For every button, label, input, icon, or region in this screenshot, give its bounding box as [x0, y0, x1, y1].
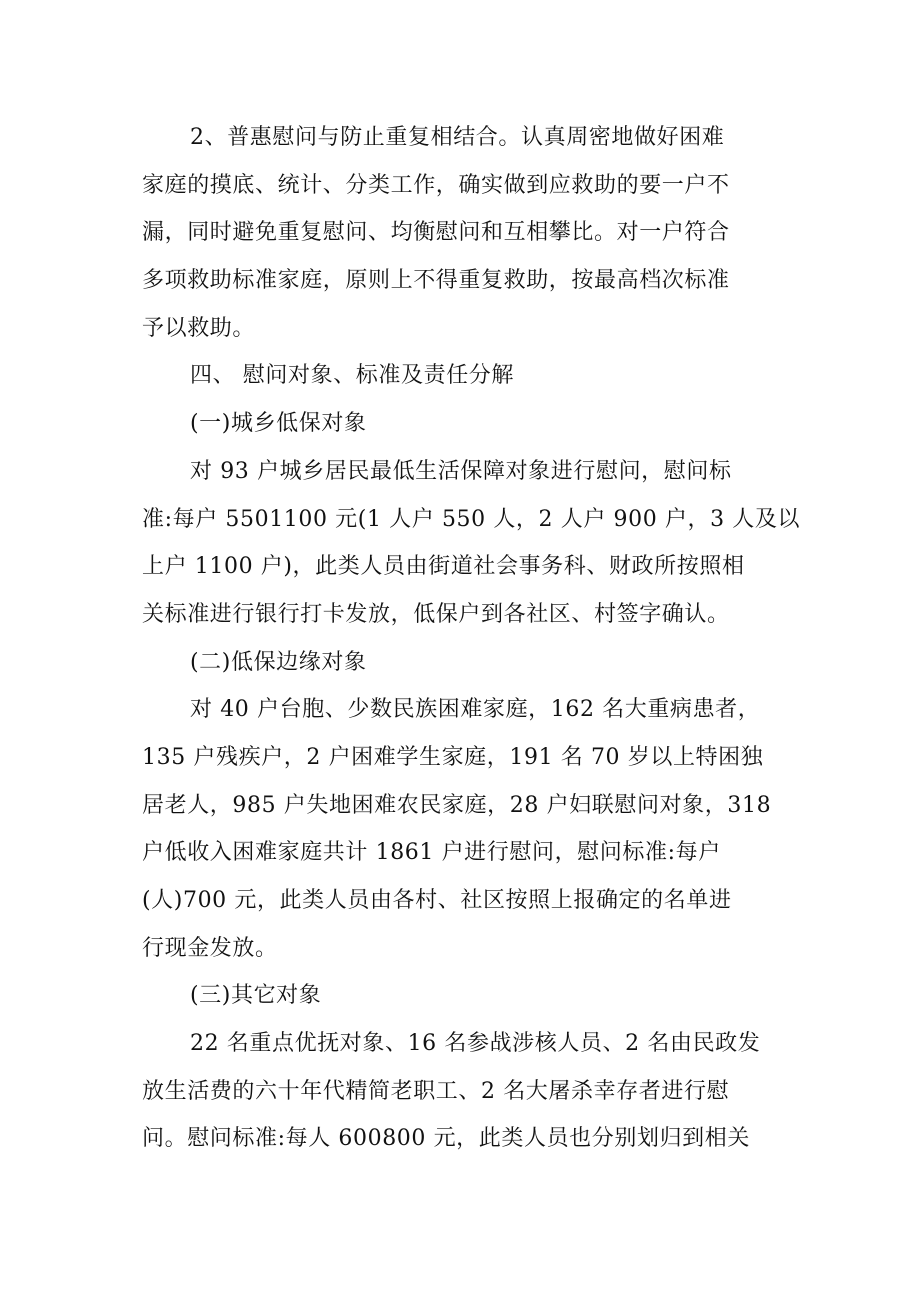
document-body — [142, 114, 801, 1163]
paragraph-line: 对 40 户台胞、少数民族困难家庭，162 名大重病患者， — [190, 697, 761, 723]
subsection-heading: (一)城乡低保对象 — [190, 411, 367, 437]
paragraph-line: 问。慰问标准:每人 600800 元，此类人员也分别划归到相关 — [142, 1126, 750, 1152]
paragraph-line: 22 名重点优抚对象、16 名参战涉核人员、2 名由民政发 — [190, 1031, 761, 1057]
paragraph-line: 放生活费的六十年代精简老职工、2 名大屠杀幸存者进行慰 — [142, 1078, 730, 1104]
paragraph-line: 漏，同时避免重复慰问、均衡慰问和互相攀比。对一户符合 — [142, 220, 730, 246]
paragraph-line: 关标准进行银行打卡发放，低保户到各社区、村签字确认。 — [142, 601, 730, 627]
paragraph-line: 家庭的摸底、统计、分类工作，确实做到应救助的要一户不 — [142, 172, 730, 198]
paragraph-line: 多项救助标准家庭，原则上不得重复救助，按最高档次标准 — [142, 268, 730, 294]
subsection-heading: (二)低保边缘对象 — [190, 649, 367, 675]
paragraph-line: 予以救助。 — [142, 315, 256, 341]
paragraph-line: 居老人，985 户失地困难农民家庭，28 户妇联慰问对象，318 — [142, 792, 772, 818]
paragraph-line: (人)700 元，此类人员由各村、社区按照上报确定的名单进 — [142, 888, 732, 913]
paragraph-line: 135 户残疾户，2 户困难学生家庭，191 名 70 岁以上特困独 — [142, 744, 764, 770]
section-heading: 四、 慰问对象、标准及责任分解 — [190, 363, 514, 389]
paragraph-line: 准:每户 5501100 元(1 人户 550 人，2 人户 900 户，3 人及以 — [142, 506, 801, 532]
paragraph-line: 户低收入困难家庭共计 1861 户进行慰问，慰问标准:每户 — [142, 840, 721, 866]
subsection-heading: (三)其它对象 — [190, 983, 322, 1009]
paragraph-line: 行现金发放。 — [142, 935, 278, 961]
paragraph-line: 2、普惠慰问与防止重复相结合。认真周密地做好困难 — [190, 125, 725, 150]
paragraph-line: 上户 1100 户)，此类人员由街道社会事务科、财政所按照相 — [142, 554, 745, 580]
paragraph-line: 对 93 户城乡居民最低生活保障对象进行慰问，慰问标 — [190, 458, 732, 484]
